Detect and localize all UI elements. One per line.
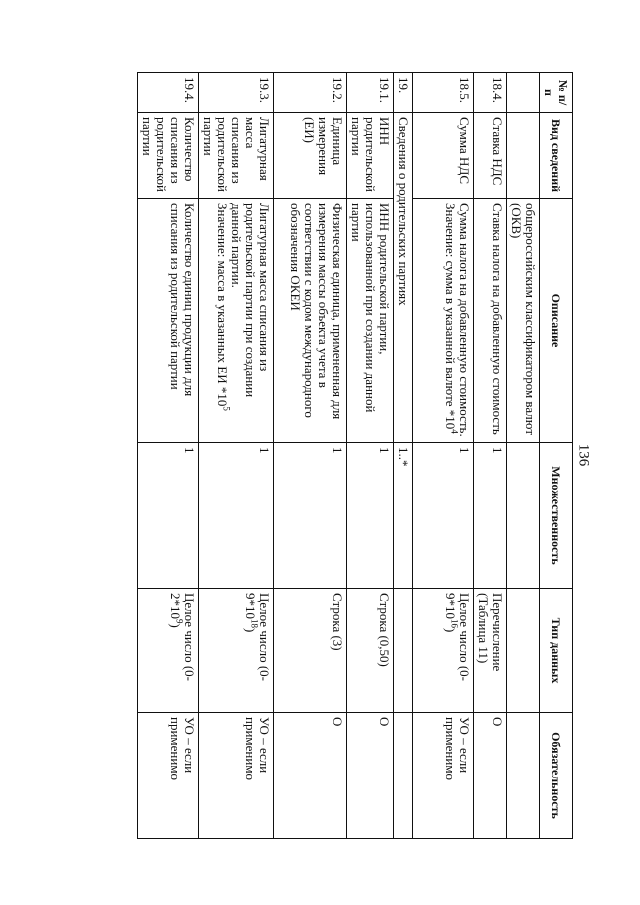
exponent: 18 <box>249 619 260 628</box>
cell-description: Физическая единица, примененная для измерения массы объекта учета в соответствии с кодом международного обозначения ОКЕИ <box>274 199 347 443</box>
data-type-text: Целое число (0-2*10 <box>168 593 197 681</box>
table-row <box>507 73 540 839</box>
cell-num: 19.4. <box>138 73 199 113</box>
cell-num: 18.5. <box>413 73 474 113</box>
exponent: 16 <box>449 619 460 628</box>
cell-multiplicity: 1 <box>474 443 507 589</box>
data-spec-table <box>137 72 573 839</box>
cell-num: 19.1. <box>347 73 394 113</box>
header-num: № п/п <box>540 73 573 113</box>
cell-description: Количество единиц продукции для списания из родительской партии <box>138 199 199 443</box>
cell-data-type: Строка (0,50) <box>347 589 394 713</box>
cell-multiplicity <box>507 443 540 589</box>
data-type-text: Целое число (0-9*10 <box>243 593 272 681</box>
cell-required: О <box>347 713 394 839</box>
cell-kind: Количество списания из родительской партии <box>138 113 199 199</box>
data-type-end: ) <box>243 628 258 633</box>
header-data-type: Тип данных <box>540 589 573 713</box>
cell-data-type <box>413 589 474 713</box>
table-row <box>138 73 199 839</box>
cell-required: О <box>474 713 507 839</box>
rotated-page-content <box>45 72 573 838</box>
data-type-text: Целое число (0-9*10 <box>443 593 472 681</box>
cell-kind: Лигатурная масса списания из родительской партии <box>199 113 274 199</box>
description-value-text: Значение: масса в указанных ЕИ *10 <box>215 203 230 407</box>
table-row <box>474 73 507 839</box>
cell-multiplicity: 1 <box>413 443 474 589</box>
table-row <box>413 73 474 839</box>
cell-description <box>199 199 274 443</box>
cell-data-type <box>507 589 540 713</box>
cell-description: общероссийским классификатором валют (ОКВ) <box>507 199 540 443</box>
description-value-line <box>443 203 460 438</box>
cell-multiplicity: 1..* <box>394 443 413 589</box>
cell-data-type <box>394 589 413 713</box>
cell-multiplicity: 1 <box>199 443 274 589</box>
cell-description: ИНН родительской партии, использованной при создании данной партии <box>347 199 394 443</box>
cell-num: 18.4. <box>474 73 507 113</box>
cell-required: УО – если применимо <box>413 713 474 839</box>
section-row <box>394 73 413 839</box>
cell-data-type <box>199 589 274 713</box>
header-multiplicity: Множественность <box>540 443 573 589</box>
exponent: 4 <box>449 429 460 434</box>
table-row <box>199 73 274 839</box>
cell-required: УО – если применимо <box>138 713 199 839</box>
header-kind: Вид сведений <box>540 113 573 199</box>
cell-data-type: Перечисление (Таблица 11) <box>474 589 507 713</box>
cell-num: 19. <box>394 73 413 113</box>
cell-required: УО – если применимо <box>199 713 274 839</box>
description-value-text: Значение: сумма в указанной валюте *10 <box>443 203 458 430</box>
section-title: Сведения о родительских партиях <box>394 113 413 443</box>
cell-kind: ИНН родительской партии <box>347 113 394 199</box>
cell-num: 19.2. <box>274 73 347 113</box>
cell-multiplicity: 1 <box>274 443 347 589</box>
page-number: 136 <box>575 443 592 467</box>
table-row <box>347 73 394 839</box>
cell-multiplicity: 1 <box>347 443 394 589</box>
cell-kind <box>507 113 540 199</box>
cell-kind: Ставка НДС <box>474 113 507 199</box>
exponent: 5 <box>221 406 232 411</box>
table-header-row <box>540 73 573 839</box>
header-required: Обязательность <box>540 713 573 839</box>
cell-required: О <box>274 713 347 839</box>
cell-data-type <box>138 589 199 713</box>
exponent: 9 <box>174 619 185 624</box>
cell-kind: Единица измерения (ЕИ) <box>274 113 347 199</box>
description-line: Лигатурная масса списания из родительской партии при создании данной партии. <box>229 203 272 398</box>
data-type-end: ) <box>443 628 458 633</box>
cell-required <box>507 713 540 839</box>
data-type-end: ) <box>168 623 183 628</box>
cell-multiplicity: 1 <box>138 443 199 589</box>
description-line: Сумма налога на добавленную стоимость. <box>457 203 472 437</box>
cell-description <box>413 199 474 443</box>
cell-data-type: Строка (3) <box>274 589 347 713</box>
cell-num <box>507 73 540 113</box>
description-value-line <box>215 203 232 438</box>
cell-num: 19.3. <box>199 73 274 113</box>
table-row <box>274 73 347 839</box>
cell-kind: Сумма НДС <box>413 113 474 199</box>
cell-description: Ставка налога на добавленную стоимость <box>474 199 507 443</box>
header-description: Описание <box>540 199 573 443</box>
cell-required <box>394 713 413 839</box>
